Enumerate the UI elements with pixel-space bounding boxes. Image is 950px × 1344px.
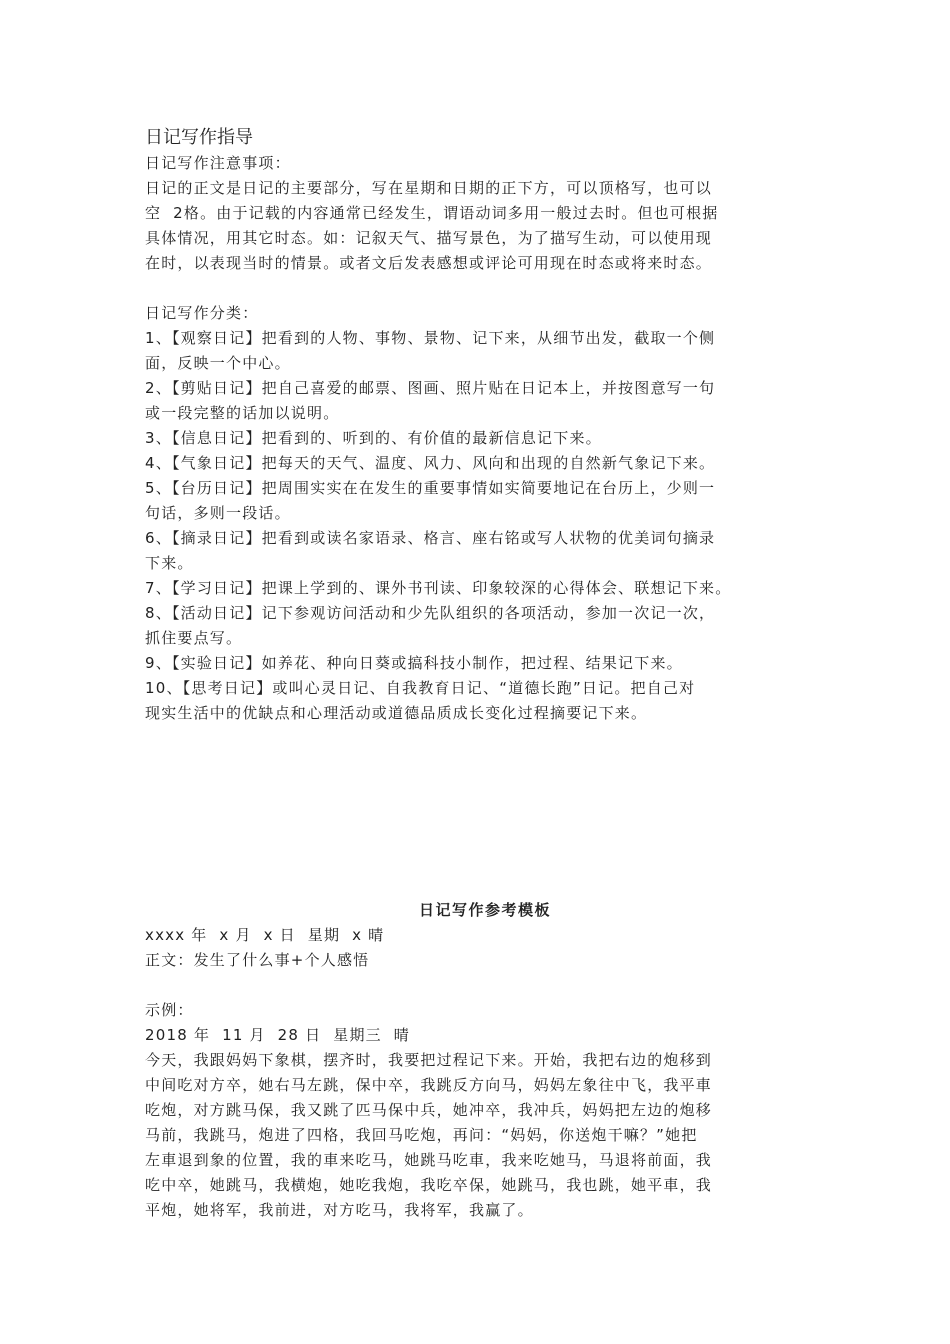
category-list	[145, 326, 825, 726]
category-line: 面，反映一个中心。	[145, 354, 291, 372]
guide-section	[145, 125, 825, 726]
example-line: 左車退到象的位置，我的車来吃马，她跳马吃車，我来吃她马，马退将前面，我	[145, 1151, 713, 1169]
category-line: 10、【思考日记】或叫心灵日记、自我教育日记、“道德长跑”日记。把自己对	[145, 679, 696, 697]
category-line: 9、【实验日记】如养花、种向日葵或搞科技小制作，把过程、结果记下来。	[145, 654, 683, 672]
notes-line: 在时，以表现当时的情景。或者文后发表感想或评论可用现在时态或将来时态。	[145, 254, 713, 272]
category-line: 3、【信息日记】把看到的、听到的、有价值的最新信息记下来。	[145, 429, 602, 447]
category-line: 句话，多则一段话。	[145, 504, 291, 522]
notes-line: 日记的正文是日记的主要部分，写在星期和日期的正下方，可以顶格写，也可以	[145, 179, 713, 197]
category-line: 现实生活中的优缺点和心理活动或道德品质成长变化过程摘要记下来。	[145, 704, 648, 722]
category-line: 1、【观察日记】把看到的人物、事物、景物、记下来，从细节出发，截取一个侧	[145, 329, 716, 347]
category-line: 抓住要点写。	[145, 629, 243, 647]
category-line: 下来。	[145, 554, 194, 572]
guide-title: 日记写作指导	[145, 127, 253, 148]
notes-line: 空 2格。由于记载的内容通常已经发生，谓语动词多用一般过去时。但也可根据	[145, 204, 719, 222]
notes-line: 具体情况，用其它时态。如：记叙天气、描写景色，为了描写生动，可以使用现	[145, 229, 713, 247]
category-line: 8、【活动日记】记下参观访问活动和少先队组织的各项活动，参加一次记一次，	[145, 604, 716, 622]
example-paragraph	[145, 1048, 825, 1223]
example-heading: 示例：	[145, 1001, 194, 1019]
category-line: 5、【台历日记】把周围实实在在发生的重要事情如实简要地记在台历上，少则一	[145, 479, 716, 497]
notes-paragraph	[145, 176, 825, 276]
spacer	[145, 973, 825, 998]
category-heading: 日记写作分类：	[145, 304, 259, 322]
template-section	[145, 898, 825, 1223]
category-line: 4、【气象日记】把每天的天气、温度、风力、风向和出现的自然新气象记下来。	[145, 454, 716, 472]
category-line: 2、【剪贴日记】把自己喜爱的邮票、图画、照片贴在日记本上，并按图意写一句	[145, 379, 716, 397]
template-body-line: 正文：发生了什么事+个人感悟	[145, 951, 370, 969]
spacer	[145, 276, 825, 301]
example-line: 吃中卒，她跳马，我横炮，她吃我炮，我吃卒保，她跳马，我也跳，她平車，我	[145, 1176, 713, 1194]
example-line: 吃炮，对方跳马保，我又跳了匹马保中兵，她冲卒，我冲兵，妈妈把左边的炮移	[145, 1101, 713, 1119]
template-title: 日记写作参考模板	[418, 901, 551, 919]
example-line: 今天，我跟妈妈下象棋，摆齐时，我要把过程记下来。开始，我把右边的炮移到	[145, 1051, 713, 1069]
example-line: 马前，我跳马，炮进了四格，我回马吃炮，再问：“妈妈，你送炮干嘛？”她把	[145, 1126, 698, 1144]
notes-heading: 日记写作注意事项：	[145, 154, 291, 172]
example-line: 中间吃对方卒，她右马左跳，保中卒，我跳反方向马，妈妈左象往中飞，我平車	[145, 1076, 713, 1094]
category-line: 或一段完整的话加以说明。	[145, 404, 340, 422]
category-line: 7、【学习日记】把课上学到的、课外书刊读、印象较深的心得体会、联想记下来。	[145, 579, 732, 597]
category-line: 6、【摘录日记】把看到或读名家语录、格言、座右铭或写人状物的优美词句摘录	[145, 529, 716, 547]
template-date-line: xxxx 年 x 月 x 日 星期 x 晴	[145, 926, 385, 944]
example-date: 2018 年 11 月 28 日 星期三 晴	[145, 1026, 410, 1044]
example-line: 平炮，她将军，我前进，对方吃马，我将军，我赢了。	[145, 1201, 534, 1219]
